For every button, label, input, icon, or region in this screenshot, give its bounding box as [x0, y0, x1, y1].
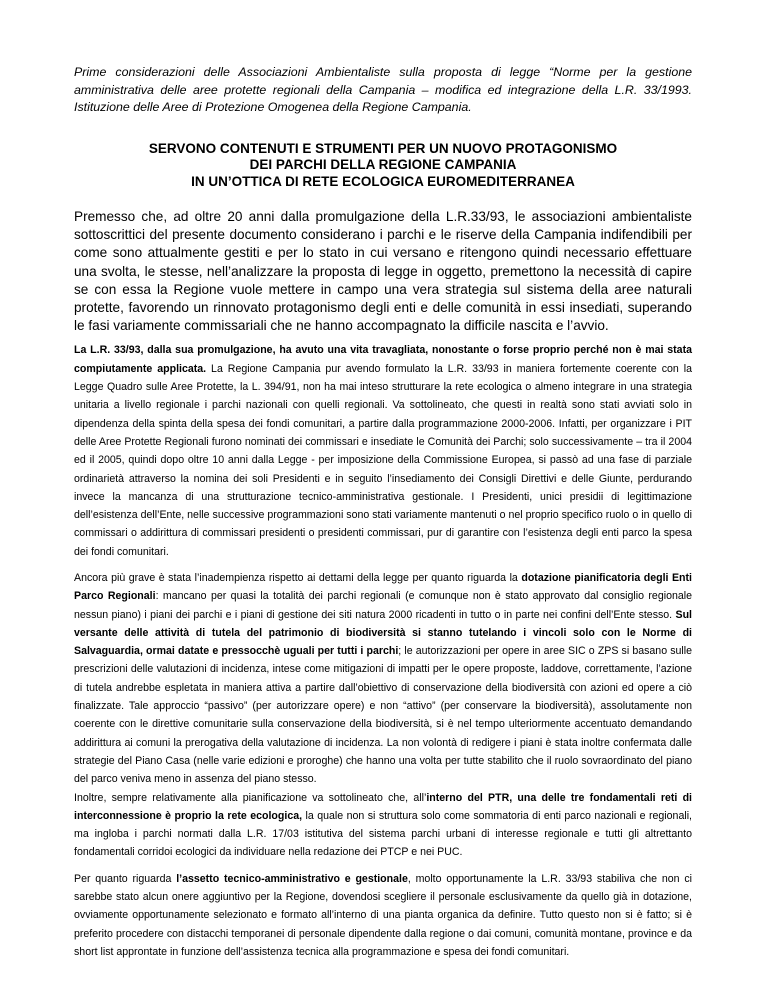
paragraph-lr-33-93 — [74, 341, 692, 561]
paragraph-ptr-text-1: Inoltre, sempre relativamente alla pianificazione va sottolineato che, all’ — [74, 791, 427, 804]
title-line-2: DEI PARCHI DELLA REGIONE CAMPANIA — [249, 157, 517, 172]
title-line-3: IN UN’OTTICA DI RETE ECOLOGICA EUROMEDITERRANEA — [191, 173, 575, 189]
paragraph-ptr — [74, 789, 692, 862]
paragraph-pianificazione-bold-1: dotazione pianificatoria degli Enti Parco Regionali — [74, 571, 692, 603]
paragraph-pianificazione-text-3: ; le autorizzazioni per opere in aree SIC o ZPS si basano sulle prescrizioni delle valutazioni di incidenza, intese come mitigazioni di impatti per le opere proposte, laddove, correttamente, l’azione di tutela andrebbe espletata in maniera attiva a partire dall’obiettivo di conservazione della biodiversità con azioni ed opere a ciò finalizzate. Tale approccio “passivo” (per autorizzare opere) e non “attivo” (per conservare la biodiversità), assolutamente non coerente con le direttive comunitarie sulla conservazione della biodiversità, si è nel tempo ulteriormente accentuato demandando addirittura ai comuni la prerogativa della valutazione di incidenza. La non volontà di redigere i piani è stata inoltre confermata dalle strategie del Piano Casa (nelle varie edizioni e proroghe) che hanno una volta per tutte stabilito che il ruolo sovraordinato del piano del parco veniva meno in assenza del piano stesso. — [74, 645, 693, 786]
paragraph-pianificazione-bold-2: Sul versante delle attività di tutela del patrimonio di biodiversità si stanno tutelando i vincoli solo con le Norme di Salvaguardia, ormai datate e pressocchè uguali per tutti i parchi — [74, 608, 692, 658]
paragraph-assetto — [74, 870, 692, 961]
paragraph-pianificazione — [74, 569, 692, 789]
paragraph-ptr-text-2: la quale non si struttura solo come sommatoria di enti parco nazionali e regionali, ma ingloba i parchi normati dalla L.R. 17/03 istitutiva del sistema parchi urbani di interesse regionale e tutti gli altrettanto fondamentali corridoi ecologici da individuare nella redazione dei PTCP e nei PUC. — [74, 809, 692, 859]
paragraph-lr-33-93-text: La Regione Campania pur avendo formulato la L.R. 33/93 in maniera fortemente coerente con la Legge Quadro sulle Aree Protette, la L. 394/91, non ha mai inteso strutturare la rete ecologica o almeno integrare in una strategia unitaria a livello regionale i parchi nazionali con quelli regionali. Va sottolineato, che questi in realtà sono stati avviati solo in dipendenza della spinta della spesa dei fondi comunitari, a partire dalla programmazione 2000-2006. Infatti, per organizzare i PIT delle Aree Protette Regionali furono nominati dei commissari e insediate le Comunità dei Parchi; solo successivamente – tra il 2004 ed il 2005, quindi dopo oltre 10 anni dalla Legge - per imposizione della Commissione Europea, si passò ad una fase di parziale ordinarietà attraverso la nomina dei soli Presidenti e in seguito l’insediamento dei Consigli Direttivi e delle Giunte, perdurando invece la mancanza di una strutturazione tecnico-amministrativa gestionale. I Presidenti, unici presidii di legittimazione dell’esistenza dell’Ente, nelle successive programmazioni sono stati variamente mantenuti o nel proprio specifico ruolo o in quello di commissari o addirittura di commissari presidenti o presidenti commissari, pur di garantire con l’esistenza degli enti parco la spesa dei fondi comunitari. — [74, 362, 692, 558]
paragraph-pianificazione-text-1: Ancora più grave è stata l’inadempienza rispetto ai dettami della legge per quanto riguarda la — [74, 571, 522, 584]
lead-paragraph: Premesso che, ad oltre 20 anni dalla promulgazione della L.R.33/93, le associazioni ambientaliste sottoscrittici del presente documento considerano i parchi e le riserve della Campania indifendibili per come sono attualmente gestiti e per lo stato in cui versano e ritengono quindi necessario effettuare una svolta, le stesse, nell’analizzare la proposta di legge in oggetto, premettono la necessità di capire se con essa la Regione vuole mettere in campo una vera strategia sul sistema della aree naturali protette, favorendo un rinnovato protagonismo degli enti e delle comunità in essi insediati, superando le fasi variamente commissariali che ne hanno accompagnato la difficile nascita e l’avvio. — [74, 209, 692, 334]
intro-paragraph: Prime considerazioni delle Associazioni Ambientaliste sulla proposta di legge “Norme per la gestione amministrativa delle aree protette regionali della Campania – modifica ed integrazione della L.R. 33/1993. Istituzione delle Aree di Protezione Omogenea della Regione Campania. — [74, 65, 692, 114]
paragraph-ptr-bold-1: interno del PTR, una delle tre fondamentali reti di interconnessione è proprio la rete ecologica, — [74, 791, 692, 822]
paragraph-assetto-text-1: Per quanto riguarda — [74, 872, 177, 885]
title-line-1: SERVONO CONTENUTI E STRUMENTI PER UN NUOVO PROTAGONISMO — [148, 140, 618, 156]
paragraph-assetto-bold-1: l’assetto tecnico-amministrativo e gestionale — [176, 872, 408, 885]
paragraph-lr-33-93-bold: La L.R. 33/93, dalla sua promulgazione, ha avuto una vita travagliata, nonostante o forse proprio perché non è mai stata compiutamente applicata. — [74, 344, 692, 375]
document-title — [74, 141, 692, 191]
paragraph-pianificazione-text-2: : mancano per quasi la totalità dei parchi regionali (e comunque non è stato approvato dal consiglio regionale nessun piano) i piani dei parchi e i piani di gestione dei siti natura 2000 ricadenti in tutto o in parte nei confini dell’Ente stesso. — [74, 590, 692, 621]
paragraph-assetto-text-2: , molto opportunamente la L.R. 33/93 stabiliva che non ci sarebbe stato alcun onere aggiuntivo per la Regione, dovendosi scegliere il personale esclusivamente da quello già in dotazione, ovviamente opportunamente selezionato e formato all’interno di una pianta organica da definire. Tutto questo non si è fatto; si è preferito procedere con distacchi temporanei di personale dipendente dalla regione o dai comuni, comunità montane, province e da short list approntate in funzione dell’assistenza tecnica alla programmazione e spesa dei fondi comunitari. — [74, 872, 692, 958]
